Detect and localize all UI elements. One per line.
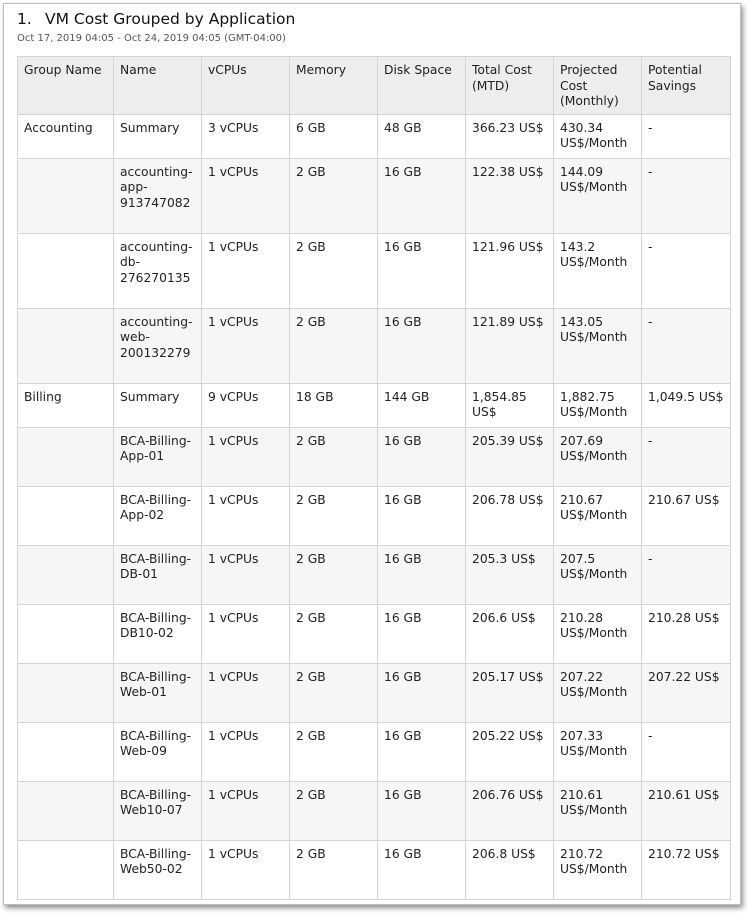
table-row <box>18 158 731 233</box>
disk-space-cell: 48 GB <box>378 114 466 158</box>
vm-name-cell: BCA-Billing-DB-01 <box>114 545 202 604</box>
total-cost-cell: 366.23 US$ <box>466 114 554 158</box>
vm-name-cell: Summary <box>114 383 202 427</box>
section-number: 1. <box>17 10 32 28</box>
group-name-cell <box>18 233 114 308</box>
vm-name-cell: Summary <box>114 114 202 158</box>
vm-name-cell: BCA-Billing-Web-09 <box>114 722 202 781</box>
vm-name-cell: BCA-Billing-DB10-02 <box>114 604 202 663</box>
vcpus-cell: 1 vCPUs <box>202 604 290 663</box>
group-name-cell <box>18 604 114 663</box>
column-header-name: Name <box>114 57 202 115</box>
projected-cost-cell: 210.67 US$/Month <box>554 486 642 545</box>
total-cost-cell: 206.6 US$ <box>466 604 554 663</box>
total-cost-cell: 205.3 US$ <box>466 545 554 604</box>
memory-cell: 2 GB <box>290 781 378 840</box>
disk-space-cell: 16 GB <box>378 663 466 722</box>
vcpus-cell: 1 vCPUs <box>202 308 290 383</box>
table-row <box>18 840 731 899</box>
potential-savings-cell: 210.67 US$ <box>642 486 731 545</box>
total-cost-cell: 122.38 US$ <box>466 158 554 233</box>
vm-name-cell: BCA-Billing-App-01 <box>114 427 202 486</box>
group-name-cell <box>18 158 114 233</box>
group-name-cell <box>18 545 114 604</box>
total-cost-cell: 206.8 US$ <box>466 840 554 899</box>
memory-cell: 18 GB <box>290 383 378 427</box>
disk-space-cell: 16 GB <box>378 722 466 781</box>
group-name-cell <box>18 486 114 545</box>
table-row <box>18 114 731 158</box>
disk-space-cell: 144 GB <box>378 383 466 427</box>
vm-name-cell: BCA-Billing-Web-01 <box>114 663 202 722</box>
potential-savings-cell: - <box>642 427 731 486</box>
total-cost-cell: 205.22 US$ <box>466 722 554 781</box>
vcpus-cell: 1 vCPUs <box>202 840 290 899</box>
disk-space-cell: 16 GB <box>378 158 466 233</box>
potential-savings-cell: - <box>642 545 731 604</box>
group-name-cell <box>18 722 114 781</box>
potential-savings-cell: - <box>642 308 731 383</box>
vm-name-cell: BCA-Billing-Web50-02 <box>114 840 202 899</box>
vcpus-cell: 1 vCPUs <box>202 722 290 781</box>
vcpus-cell: 1 vCPUs <box>202 781 290 840</box>
table-row <box>18 722 731 781</box>
column-header-memory: Memory <box>290 57 378 115</box>
total-cost-cell: 206.78 US$ <box>466 486 554 545</box>
projected-cost-cell: 207.5 US$/Month <box>554 545 642 604</box>
table-row <box>18 486 731 545</box>
report-page <box>3 3 741 905</box>
vcpus-cell: 1 vCPUs <box>202 158 290 233</box>
disk-space-cell: 16 GB <box>378 308 466 383</box>
vm-name-cell: accounting-app-913747082 <box>114 158 202 233</box>
table-row <box>18 233 731 308</box>
memory-cell: 2 GB <box>290 840 378 899</box>
total-cost-cell: 206.76 US$ <box>466 781 554 840</box>
report-title <box>17 10 295 28</box>
table-row <box>18 604 731 663</box>
memory-cell: 2 GB <box>290 308 378 383</box>
projected-cost-cell: 207.33 US$/Month <box>554 722 642 781</box>
memory-cell: 2 GB <box>290 663 378 722</box>
report-title-text: VM Cost Grouped by Application <box>45 10 296 28</box>
disk-space-cell: 16 GB <box>378 840 466 899</box>
table-row <box>18 308 731 383</box>
total-cost-cell: 205.17 US$ <box>466 663 554 722</box>
vcpus-cell: 1 vCPUs <box>202 233 290 308</box>
group-name-cell <box>18 663 114 722</box>
disk-space-cell: 16 GB <box>378 545 466 604</box>
table-header-row <box>18 57 731 115</box>
projected-cost-cell: 143.2 US$/Month <box>554 233 642 308</box>
memory-cell: 2 GB <box>290 233 378 308</box>
total-cost-cell: 121.96 US$ <box>466 233 554 308</box>
group-name-cell <box>18 840 114 899</box>
vm-name-cell: accounting-web-200132279 <box>114 308 202 383</box>
table-row <box>18 383 731 427</box>
projected-cost-cell: 143.05 US$/Month <box>554 308 642 383</box>
projected-cost-cell: 210.72 US$/Month <box>554 840 642 899</box>
total-cost-cell: 121.89 US$ <box>466 308 554 383</box>
potential-savings-cell: 210.72 US$ <box>642 840 731 899</box>
projected-cost-cell: 210.28 US$/Month <box>554 604 642 663</box>
memory-cell: 2 GB <box>290 427 378 486</box>
vm-name-cell: accounting-db-276270135 <box>114 233 202 308</box>
total-cost-cell: 1,854.85 US$ <box>466 383 554 427</box>
vm-name-cell: BCA-Billing-Web10-07 <box>114 781 202 840</box>
memory-cell: 2 GB <box>290 545 378 604</box>
vcpus-cell: 9 vCPUs <box>202 383 290 427</box>
potential-savings-cell: - <box>642 114 731 158</box>
projected-cost-cell: 144.09 US$/Month <box>554 158 642 233</box>
disk-space-cell: 16 GB <box>378 427 466 486</box>
group-name-cell <box>18 308 114 383</box>
column-header-projected-cost: Projected Cost (Monthly) <box>554 57 642 115</box>
disk-space-cell: 16 GB <box>378 486 466 545</box>
projected-cost-cell: 1,882.75 US$/Month <box>554 383 642 427</box>
potential-savings-cell: - <box>642 722 731 781</box>
vcpus-cell: 1 vCPUs <box>202 486 290 545</box>
projected-cost-cell: 207.22 US$/Month <box>554 663 642 722</box>
potential-savings-cell: - <box>642 158 731 233</box>
group-name-cell <box>18 427 114 486</box>
column-header-disk-space: Disk Space <box>378 57 466 115</box>
potential-savings-cell: 1,049.5 US$ <box>642 383 731 427</box>
disk-space-cell: 16 GB <box>378 604 466 663</box>
projected-cost-cell: 430.34 US$/Month <box>554 114 642 158</box>
group-name-cell: Accounting <box>18 114 114 158</box>
column-header-total-cost: Total Cost (MTD) <box>466 57 554 115</box>
projected-cost-cell: 210.61 US$/Month <box>554 781 642 840</box>
disk-space-cell: 16 GB <box>378 233 466 308</box>
table-row <box>18 781 731 840</box>
column-header-group-name: Group Name <box>18 57 114 115</box>
vm-name-cell: BCA-Billing-App-02 <box>114 486 202 545</box>
memory-cell: 2 GB <box>290 722 378 781</box>
column-header-potential-savings: Potential Savings <box>642 57 731 115</box>
potential-savings-cell: - <box>642 233 731 308</box>
vcpus-cell: 3 vCPUs <box>202 114 290 158</box>
group-name-cell <box>18 781 114 840</box>
date-range: Oct 17, 2019 04:05 - Oct 24, 2019 04:05 (GMT-04:00) <box>17 33 286 44</box>
projected-cost-cell: 207.69 US$/Month <box>554 427 642 486</box>
memory-cell: 2 GB <box>290 486 378 545</box>
group-name-cell: Billing <box>18 383 114 427</box>
table-row <box>18 427 731 486</box>
table-row <box>18 545 731 604</box>
memory-cell: 6 GB <box>290 114 378 158</box>
memory-cell: 2 GB <box>290 158 378 233</box>
potential-savings-cell: 210.28 US$ <box>642 604 731 663</box>
vcpus-cell: 1 vCPUs <box>202 545 290 604</box>
table-row <box>18 663 731 722</box>
memory-cell: 2 GB <box>290 604 378 663</box>
vm-cost-table <box>17 56 731 900</box>
disk-space-cell: 16 GB <box>378 781 466 840</box>
total-cost-cell: 205.39 US$ <box>466 427 554 486</box>
vcpus-cell: 1 vCPUs <box>202 663 290 722</box>
potential-savings-cell: 210.61 US$ <box>642 781 731 840</box>
column-header-vcpus: vCPUs <box>202 57 290 115</box>
vcpus-cell: 1 vCPUs <box>202 427 290 486</box>
potential-savings-cell: 207.22 US$ <box>642 663 731 722</box>
